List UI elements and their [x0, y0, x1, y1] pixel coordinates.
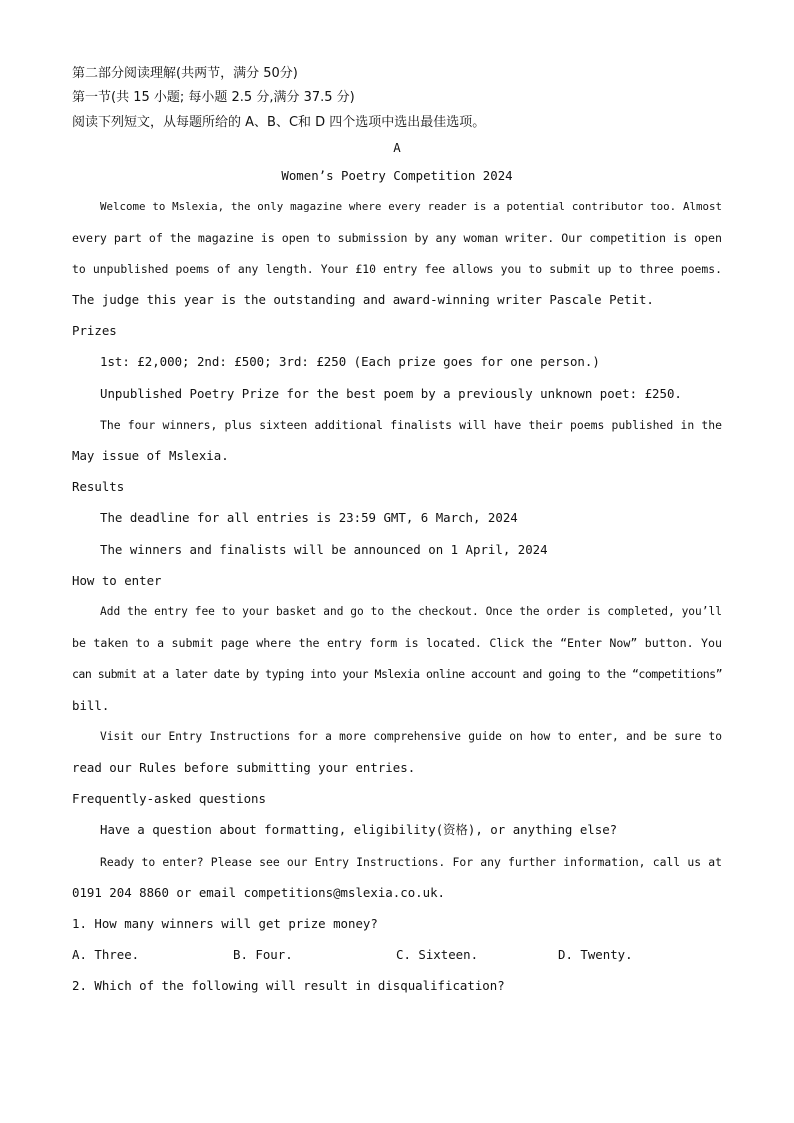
question-2-stem: 2. Which of the following will result in disqualification? — [72, 978, 505, 993]
prizes-amounts: 1st: £2,000; 2nd: £500; 3rd: £250 (Each prize goes for one person.) — [100, 354, 600, 369]
faq-question: Have a question about formatting, eligibility(资格), or anything else? — [100, 822, 618, 837]
question-1-option-b: B. Four. — [233, 947, 293, 962]
enter-visit-cont: read our Rules before submitting your entries. — [72, 760, 416, 775]
question-1-stem: 1. How many winners will get prize money? — [72, 916, 378, 931]
part-title: 第二部分阅读理解(共两节，满分 50分) — [72, 66, 298, 81]
intro-line: Welcome to Mslexia, the only magazine where every reader is a potential contributor too. Almost — [100, 200, 722, 213]
intro-line: to unpublished poems of any length. Your £10 entry fee allows you to submit up to three poems. — [72, 262, 722, 276]
enter-line: be taken to a submit page where the entry form is located. Click the “Enter Now” button. You — [72, 636, 722, 650]
enter-line: can submit at a later date by typing into your Mslexia online account and going to the “competitions” — [72, 667, 722, 681]
passage-label: A — [393, 140, 401, 155]
results-announcement: The winners and finalists will be announced on 1 April, 2024 — [100, 542, 548, 557]
prizes-heading: Prizes — [72, 323, 117, 338]
prizes-unpublished: Unpublished Poetry Prize for the best poem by a previously unknown poet: £250. — [100, 386, 682, 401]
results-deadline: The deadline for all entries is 23:59 GMT, 6 March, 2024 — [100, 510, 518, 525]
enter-visit: Visit our Entry Instructions for a more comprehensive guide on how to enter, and be sure to — [100, 730, 722, 743]
enter-heading: How to enter — [72, 573, 162, 588]
passage-title: Women’s Poetry Competition 2024 — [281, 168, 513, 183]
question-1-option-d: D. Twenty. — [558, 947, 633, 962]
question-1-option-c: C. Sixteen. — [396, 947, 479, 962]
prizes-finalists: The four winners, plus sixteen additional finalists will have their poems published in the — [100, 418, 722, 432]
faq-contact: Ready to enter? Please see our Entry Instructions. For any further information, call us at — [100, 855, 722, 869]
intro-line: The judge this year is the outstanding and award-winning writer Pascale Petit. — [72, 292, 654, 307]
faq-contact-cont: 0191 204 8860 or email competitions@mslexia.co.uk. — [72, 885, 445, 900]
section-title: 第一节(共 15 小题; 每小题 2.5 分,满分 37.5 分) — [72, 90, 355, 105]
enter-line: bill. — [72, 698, 110, 713]
instruction: 阅读下列短文，从每题所给的 A、B、C和 D 四个选项中选出最佳选项。 — [72, 115, 486, 130]
prizes-finalists-cont: May issue of Mslexia. — [72, 448, 229, 463]
enter-line: Add the entry fee to your basket and go to the checkout. Once the order is completed, you’ll — [100, 605, 722, 618]
results-heading: Results — [72, 479, 125, 494]
faq-heading: Frequently-asked questions — [72, 791, 266, 806]
intro-line: every part of the magazine is open to submission by any woman writer. Our competition is open — [72, 231, 722, 245]
question-1-option-a: A. Three. — [72, 947, 140, 962]
